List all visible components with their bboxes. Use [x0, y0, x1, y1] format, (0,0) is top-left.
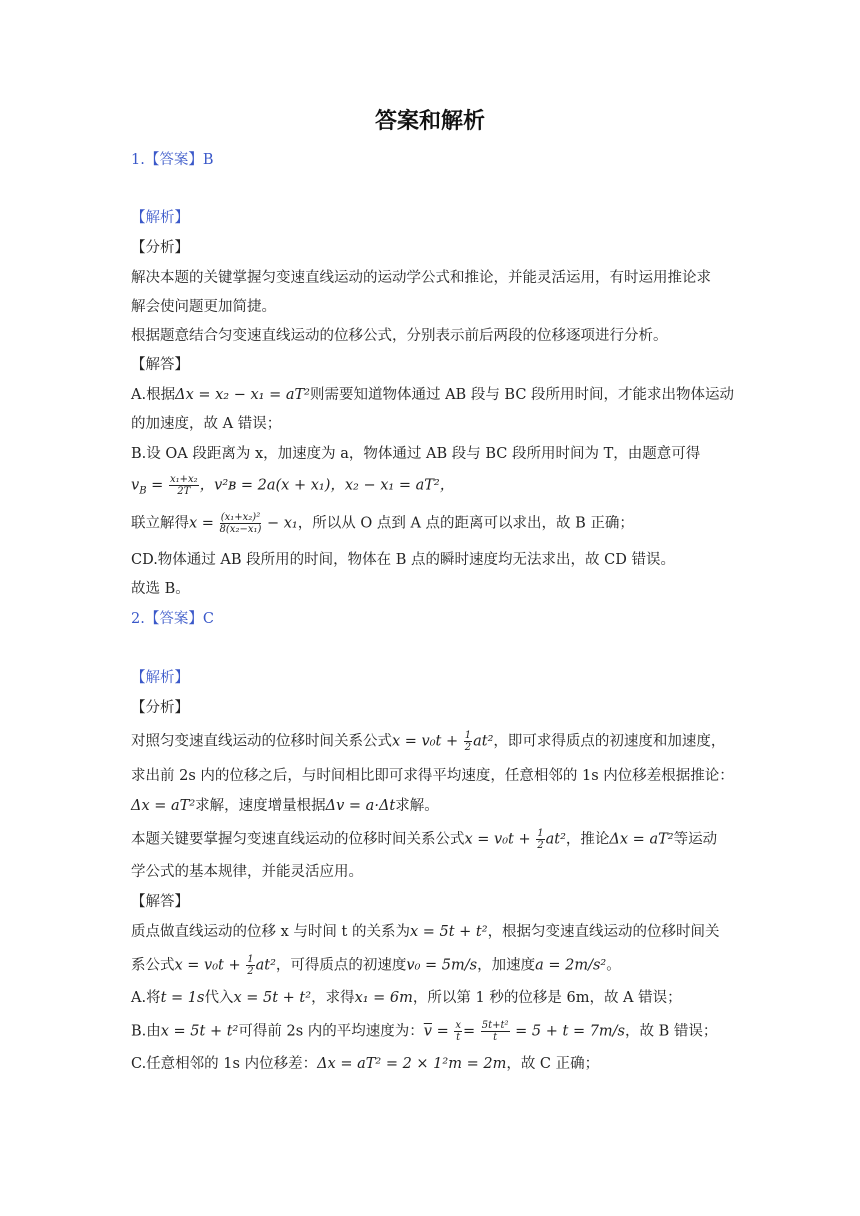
q1-option-b-line2: $v_B$ = $\frac{\text{x₁+x₂}}{2T}$ ，v²ʙ = 2a(x + x₁)，x₂ − x₁ = aT²，: [131, 474, 455, 497]
q2-c-pre: C.任意相邻的 1s 内位移差：: [131, 1056, 318, 1072]
q2-a-pre: A.将: [131, 990, 161, 1006]
q1-x-fraction: $\frac{\text{(x₁+x₂)²}}{\text{8(x₂−x₁)}}$: [219, 512, 262, 535]
q1-fenxi-line3: 根据题意结合匀变速直线运动的位移公式，分别表示前后两段的位移逐项进行分析。: [131, 328, 668, 344]
q2-j2-eq2: a = 2m/s²: [535, 957, 607, 974]
q1-conclusion: 故选 B。: [131, 581, 190, 597]
q1-option-b-line1: B.设 OA 段距离为 x，加速度为 a，物体通过 AB 段与 BC 段所用时间为 T，由题意可得: [131, 446, 701, 462]
q2-a-eq2: x = 5t + t²: [233, 990, 312, 1006]
q2-f4-pre: 本题关键要掌握匀变速直线运动的位移时间关系公式: [131, 831, 465, 848]
q2-option-b: B.由x = 5t + t²可得前 2s 内的平均速度为：$\overline{v}$ = $\frac{x}{t}$ = $\frac{\text{5t+t²}}{t}$ = 5 + t = 7m/s，故 B 错误；: [131, 1020, 718, 1043]
q1-option-a-line1: [131, 385, 741, 405]
q1-vb-symbol: v: [131, 477, 140, 494]
q1-fenxi-heading: 【分析】: [131, 240, 189, 256]
q2-j2-mid: ，可得质点的初速度: [275, 957, 407, 974]
q2-j2-pre: 系公式: [131, 957, 175, 974]
q2-a-post: ，所以第 1 秒的位移是 6m，故 A 错误；: [412, 990, 682, 1006]
q2-a-eq3: x₁ = 6m: [354, 990, 413, 1006]
q1-b3-post: ，所以从 O 点到 A 点的距离可以求出，故 B 正确；: [297, 515, 634, 532]
q2-answer-label: 2.【答案】C: [131, 611, 214, 627]
q2-option-c: [131, 1054, 741, 1074]
q2-fenxi-line5: 学公式的基本规律，并能灵活应用。: [131, 864, 363, 880]
q2-c-eq: Δx = aT² = 2 × 1²m = 2m: [317, 1056, 507, 1072]
page-title: 答案和解析: [374, 109, 485, 134]
q2-f3-eq: Δx = aT²: [131, 798, 196, 814]
q2-b-mid: 可得前 2s 内的平均速度为：: [238, 1023, 424, 1040]
q2-f3-post: 求解。: [395, 798, 439, 814]
q1-jiexi-heading: 【解析】: [131, 210, 189, 226]
q2-j1-pre: 质点做直线运动的位移 x 与时间 t 的关系为: [131, 924, 410, 940]
q2-fenxi-line1: 对照匀变速直线运动的位移时间关系公式x = v₀t + $\frac{1}{2}$ at²，即可求得质点的初速度和加速度，: [131, 730, 726, 753]
q2-fenxi-line4: 本题关键要掌握匀变速直线运动的位移时间关系公式x = v₀t + $\frac{1}{2}$ at²，推论Δx = aT²等运动: [131, 828, 718, 851]
q1-option-b-line3: 联立解得x = $\frac{\text{(x₁+x₂)²}}{\text{8(x₂−x₁)}}$ − x₁，所以从 O 点到 A 点的距离可以求出，故 B 正确；: [131, 512, 634, 535]
q2-b-post: ，故 B 错误；: [625, 1023, 718, 1040]
q2-fenxi-heading: 【分析】: [131, 700, 189, 716]
q2-b-eq-tail: = 5 + t = 7m/s: [510, 1023, 626, 1040]
q2-fenxi-line3: [131, 796, 741, 816]
q2-f4-eq: Δx = aT²: [609, 831, 674, 848]
q2-c-post: ，故 C 正确；: [506, 1056, 600, 1072]
q2-j1-eq: x = 5t + t²: [409, 924, 488, 940]
q1-option-a-line2: 的加速度，故 A 错误；: [131, 416, 282, 432]
q1-jieda-heading: 【解答】: [131, 357, 189, 373]
q2-b-eq1: x = 5t + t²: [160, 1023, 239, 1040]
q2-j2-mid2: ，加速度: [477, 957, 536, 974]
q2-f1-pre: 对照匀变速直线运动的位移时间关系公式: [131, 733, 392, 750]
q1-answer-label: 1.【答案】B: [131, 152, 214, 168]
q2-avg-fraction: $\frac{\text{5t+t²}}{t}$: [481, 1020, 509, 1043]
q1-option-cd: CD.物体通过 AB 段所用的时间，物体在 B 点的瞬时速度均无法求出，故 CD 错误。: [131, 552, 675, 568]
q2-option-a: [131, 988, 741, 1008]
q2-half-fraction-2: $\frac{1}{2}$: [537, 828, 544, 851]
q1-a-pre: A.根据: [131, 387, 176, 403]
q2-avg-x-over-t: $\frac{x}{t}$: [455, 1020, 461, 1043]
q2-f1-post: ，即可求得质点的初速度和加速度，: [493, 733, 726, 750]
q2-half-fraction: $\frac{1}{2}$: [464, 730, 472, 753]
q2-jieda-heading: 【解答】: [131, 894, 189, 910]
q2-jiexi-heading: 【解析】: [131, 670, 189, 686]
q2-a-mid2: ，求得: [311, 990, 355, 1006]
q2-jieda-line1: [131, 922, 741, 942]
q2-a-eq1: t = 1s: [160, 990, 205, 1006]
q1-b3-pre: 联立解得: [131, 515, 189, 532]
q2-f3-mid: 求解，速度增量根据: [195, 798, 326, 814]
q1-b-line2-rest: ，v²ʙ = 2a(x + x₁)，x₂ − x₁ = aT²，: [199, 477, 455, 494]
q2-j2-post: 。: [606, 957, 621, 974]
q1-a-eq: Δx = x₂ − x₁ = aT²: [175, 387, 310, 403]
q2-half-fraction-3: $\frac{1}{2}$: [247, 954, 254, 977]
q2-f4-mid: ，推论: [565, 831, 610, 848]
q2-j1-post: ，根据匀变速直线运动的位移时间关: [487, 924, 720, 940]
q2-b-pre: B.由: [131, 1023, 161, 1040]
q2-f3-eq2: Δv = a·Δt: [325, 798, 396, 814]
q1-fenxi-line2: 解会使问题更加简捷。: [131, 299, 276, 315]
q2-jieda-line2: 系公式x = v₀t + $\frac{1}{2}$ at²，可得质点的初速度v₀ = 5m/s，加速度a = 2m/s²。: [131, 954, 621, 977]
q1-fenxi-line1: 解决本题的关键掌握匀变速直线运动的运动学公式和推论，并能灵活运用，有时运用推论求: [131, 270, 711, 286]
q2-j2-eq: v₀ = 5m/s: [406, 957, 478, 974]
q1-a-post: 则需要知道物体通过 AB 段与 BC 段所用时间，才能求出物体运动: [309, 387, 735, 403]
q2-f4-post: 等运动: [673, 831, 718, 848]
q2-a-mid1: 代入: [204, 990, 234, 1006]
q1-vb-fraction: $\frac{\text{x₁+x₂}}{2T}$: [169, 474, 198, 497]
q2-fenxi-line2: 求出前 2s 内的位移之后，与时间相比即可求得平均速度，任意相邻的 1s 内位移差根据推论：: [131, 768, 734, 784]
